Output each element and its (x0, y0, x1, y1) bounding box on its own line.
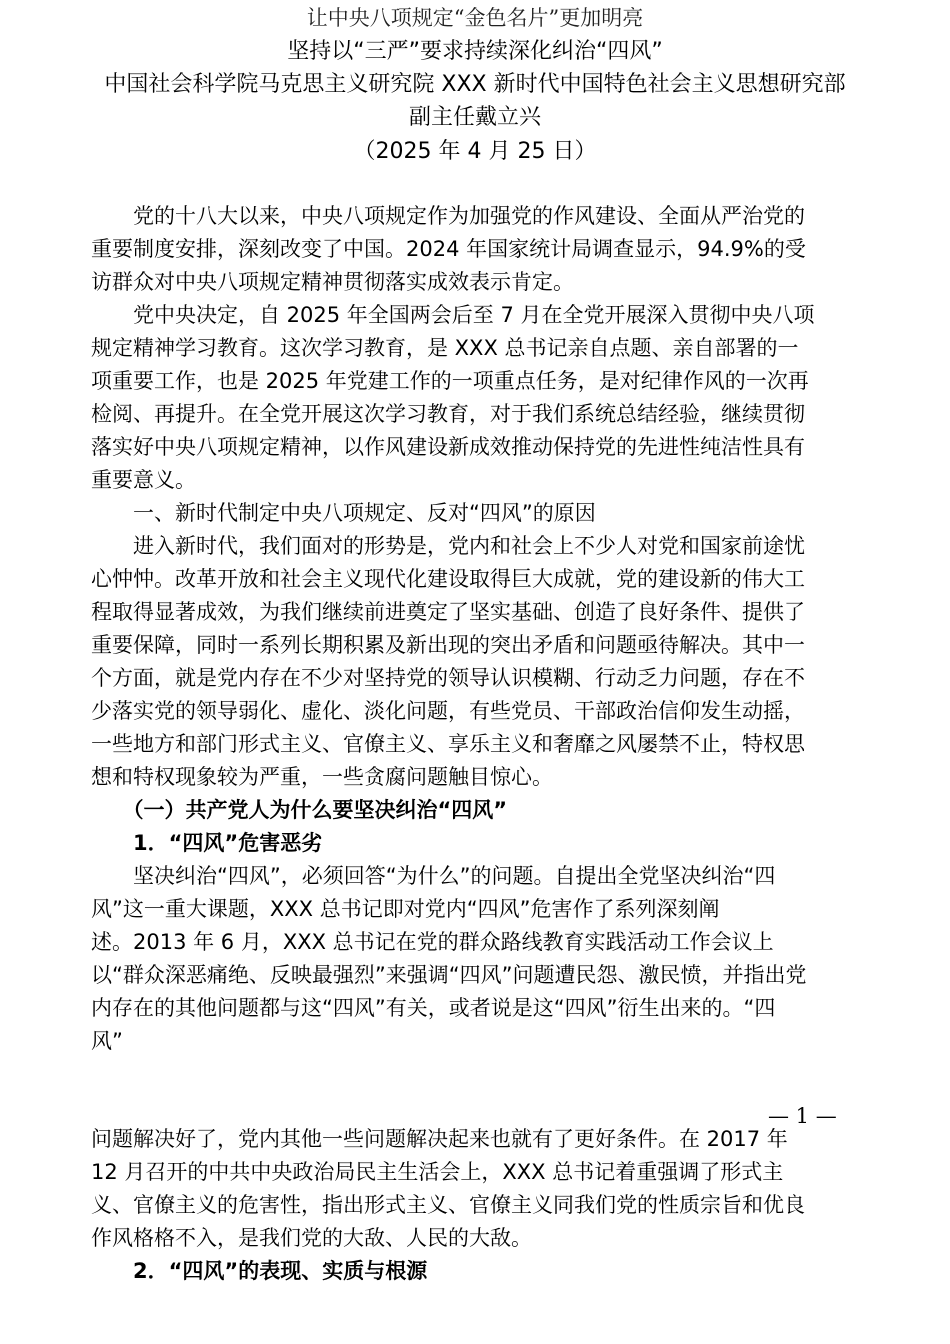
text-line: 访群众对中央八项规定精神贯彻落实成效表示肯定。 (91, 270, 574, 294)
subsection-heading: 1．“四风”危害恶劣 (91, 831, 323, 855)
text-line: 义、官僚主义的危害性，指出形式主义、官僚主义同我们党的性质宗旨和优良 (91, 1193, 805, 1217)
subsection-heading: （一）共产党人为什么要坚决纠治“四风” (91, 798, 508, 822)
text-line: 党的十八大以来，中央八项规定作为加强党的作风建设、全面从严治党的 (91, 204, 805, 228)
text-line: 规定精神学习教育。这次学习教育，是 XXX 总书记亲自点题、亲自部署的一 (91, 336, 799, 360)
text-line: 想和特权现象较为严重，一些贪腐问题触目惊心。 (91, 765, 553, 789)
text-line: 风”这一重大课题，XXX 总书记即对党内“四风”危害作了系列深刻阐 (91, 897, 720, 921)
text-line: 重要保障，同时一系列长期积累及新出现的突出矛盾和问题亟待解决。其中一 (91, 633, 805, 657)
text-line: 述。2013 年 6 月，XXX 总书记在党的群众路线教育实践活动工作会议上 (91, 930, 774, 954)
text-line: 12 月召开的中共中央政治局民主生活会上，XXX 总书记着重强调了形式主 (91, 1160, 784, 1184)
text-line: 风” (91, 1029, 123, 1053)
document-title: 坚持以“三严”要求持续深化纠治“四风” (287, 39, 663, 64)
text-line: 心忡忡。改革开放和社会主义现代化建设取得巨大成就，党的建设新的伟大工 (91, 567, 805, 591)
text-line: 项重要工作，也是 2025 年党建工作的一项重点任务，是对纪律作风的一次再 (91, 369, 809, 393)
section-heading: 一、新时代制定中央八项规定、反对“四风”的原因 (91, 501, 596, 525)
document-date: （2025 年 4 月 25 日） (353, 139, 597, 164)
page-number: — 1 — (768, 1104, 837, 1128)
text-line: 以“群众深恶痛绝、反映最强烈”来强调“四风”问题遭民怨、激民愤，并指出党 (91, 963, 807, 987)
text-line: 重要制度安排，深刻改变了中国。2024 年国家统计局调查显示，94.9%的受 (91, 237, 806, 261)
text-line: 坚决纠治“四风”，必须回答“为什么”的问题。自提出全党坚决纠治“四 (91, 864, 776, 888)
text-line: 党中央决定，自 2025 年全国两会后至 7 月在全党开展深入贯彻中央八项 (91, 303, 815, 327)
page-2-body (91, 1123, 881, 1288)
text-line: 作风格格不入，是我们党的大敌、人民的大敌。 (91, 1226, 532, 1250)
running-header: 让中央八项规定“金色名片”更加明亮 (306, 6, 644, 30)
text-line: 一些地方和部门形式主义、官僚主义、享乐主义和奢靡之风屡禁不止，特权思 (91, 732, 805, 756)
text-line: 进入新时代，我们面对的形势是，党内和社会上不少人对党和国家前途忧 (91, 534, 805, 558)
text-line: 落实好中央八项规定精神，以作风建设新成效推动保持党的先进性纯洁性具有 (91, 435, 805, 459)
text-line: 检阅、再提升。在全党开展这次学习教育，对于我们系统总结经验，继续贯彻 (91, 402, 805, 426)
text-line: 问题解决好了，党内其他一些问题解决起来也就有了更好条件。在 2017 年 (91, 1127, 788, 1151)
text-line: 程取得显著成效，为我们继续前进奠定了坚实基础、创造了良好条件、提供了 (91, 600, 805, 624)
text-line: 个方面，就是党内存在不少对坚持党的领导认识模糊、行动乏力问题，存在不 (91, 666, 805, 690)
author-line-1: 中国社会科学院马克思主义研究院 XXX 新时代中国特色社会主义思想研究部 (104, 72, 846, 97)
page-1-body (91, 200, 881, 1058)
subsection-heading: 2．“四风”的表现、实质与根源 (91, 1259, 428, 1283)
text-line: 重要意义。 (91, 468, 196, 492)
author-line-2: 副主任戴立兴 (408, 105, 541, 130)
text-line: 少落实党的领导弱化、虚化、淡化问题，有些党员、干部政治信仰发生动摇， (91, 699, 805, 723)
text-line: 内存在的其他问题都与这“四风”有关，或者说是这“四风”衍生出来的。“四 (91, 996, 776, 1020)
